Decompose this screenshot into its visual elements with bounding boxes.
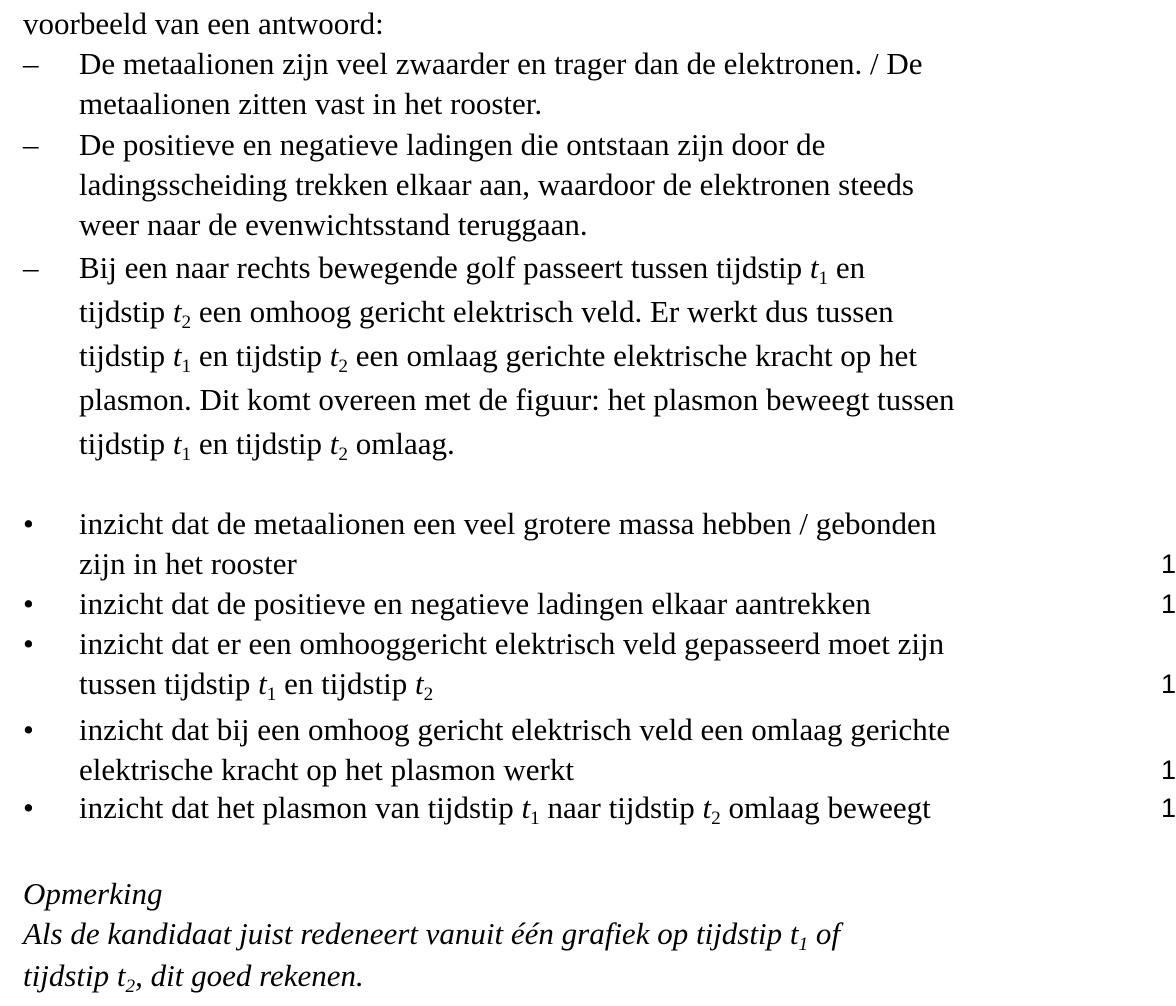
criterion-text <box>79 788 1129 828</box>
dash-marker: – <box>23 46 39 81</box>
bullet-marker: • <box>23 586 34 621</box>
score-value: 1 <box>1161 549 1176 579</box>
remark-line: tijdstip $t_2$, dit goed rekenen. <box>23 958 364 997</box>
criterion-text <box>79 584 1129 624</box>
text-line: De positieve en negatieve ladingen die ontstaan zijn door de <box>79 127 826 162</box>
score-value: 1 <box>1161 589 1176 619</box>
text-line: Bij een naar rechts bewegende golf passeert tussen tijdstip $t_1$ en <box>79 250 866 289</box>
dash-marker: – <box>23 250 39 285</box>
score-value: 1 <box>1161 669 1176 699</box>
bullet-marker: • <box>23 506 34 541</box>
criterion-text <box>79 504 1129 584</box>
text-line: ladingsscheiding trekken elkaar aan, waardoor de elektronen steeds <box>79 167 914 202</box>
text-line: De metaalionen zijn veel zwaarder en trager dan de elektronen. / De <box>79 46 923 81</box>
remark-line: Als de kandidaat juist redeneert vanuit één grafiek op tijdstip $t_1$ of <box>23 916 840 955</box>
text-line: plasmon. Dit komt overeen met de figuur: het plasmon beweegt tussen <box>79 382 955 417</box>
text-line: tijdstip $t_1$ en tijdstip $t_2$ omlaag. <box>79 426 455 465</box>
text-line: inzicht dat de positieve en negatieve ladingen elkaar aantrekken <box>79 586 871 621</box>
score-value: 1 <box>1161 793 1176 823</box>
answer-point-text <box>79 44 1129 124</box>
text-line: tijdstip $t_1$ en tijdstip $t_2$ een omlaag gerichte elektrische kracht op het <box>79 338 917 377</box>
dash-marker: – <box>23 127 39 162</box>
criterion-text <box>79 710 1129 790</box>
text-line: inzicht dat bij een omhoog gericht elektrisch veld een omlaag gerichte <box>79 712 951 747</box>
answer-point-text <box>79 125 1129 245</box>
bullet-marker: • <box>23 626 34 661</box>
text-line: inzicht dat de metaalionen een veel grotere massa hebben / gebonden <box>79 506 937 541</box>
text-line: metaalionen zitten vast in het rooster. <box>79 86 543 121</box>
text-line: elektrische kracht op het plasmon werkt <box>79 752 574 787</box>
text-line: tussen tijdstip $t_1$ en tijdstip $t_2$ <box>79 666 434 705</box>
text-line: tijdstip $t_2$ een omhoog gericht elektrisch veld. Er werkt dus tussen <box>79 294 894 333</box>
criterion-text <box>79 624 1129 704</box>
text-line: weer naar de evenwichtsstand teruggaan. <box>79 207 588 242</box>
bullet-marker: • <box>23 790 34 825</box>
remark-title: Opmerking <box>23 876 163 911</box>
score-value: 1 <box>1161 755 1176 785</box>
intro-text: voorbeeld van een antwoord: <box>23 6 384 41</box>
answer-point-text <box>79 248 1129 468</box>
text-line: inzicht dat het plasmon van tijdstip $t_1$ naar tijdstip $t_2$ omlaag beweegt <box>79 790 931 829</box>
bullet-marker: • <box>23 712 34 747</box>
text-line: zijn in het rooster <box>79 546 297 581</box>
text-line: inzicht dat er een omhooggericht elektrisch veld gepasseerd moet zijn <box>79 626 945 661</box>
